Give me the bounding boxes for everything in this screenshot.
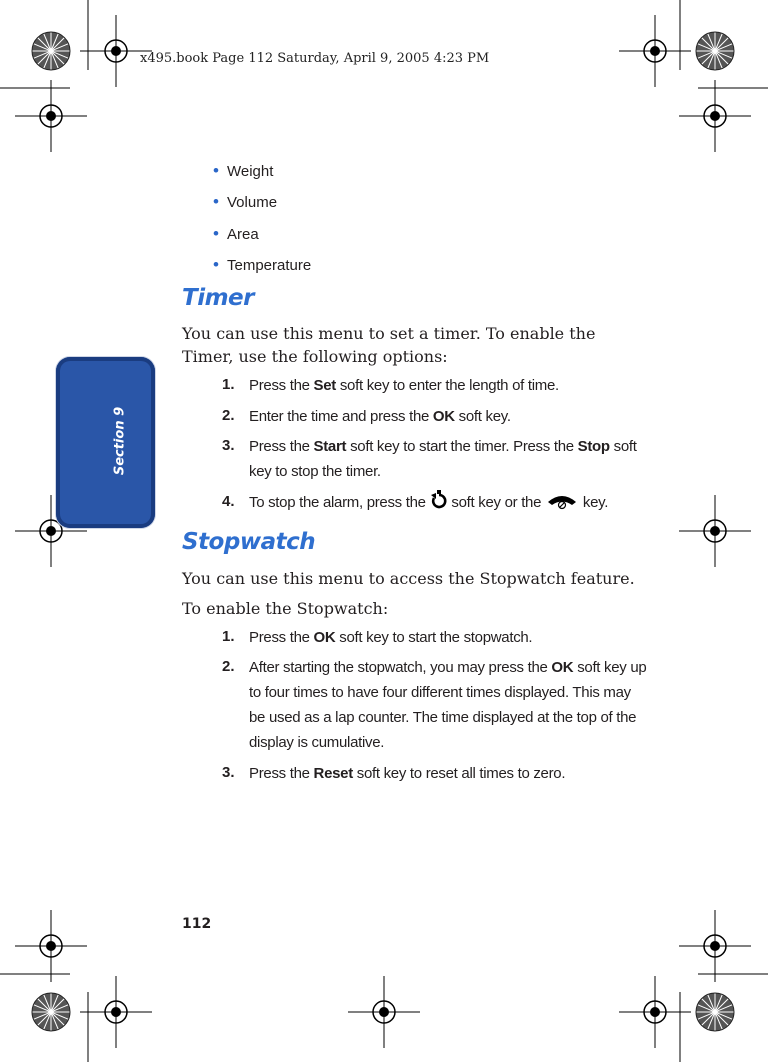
timer-step-1: Press the Set soft key to enter the length of time. — [249, 377, 559, 394]
registration-mark-icon — [679, 80, 751, 152]
color-target-icon — [696, 993, 734, 1031]
registration-mark-icon — [80, 976, 152, 1048]
list-item: • Temperature — [213, 255, 312, 274]
stopwatch-heading: Stopwatch — [182, 529, 316, 555]
stopwatch-enable: To enable the Stopwatch: — [182, 599, 389, 618]
registration-mark-icon — [15, 80, 87, 152]
registration-mark-icon — [679, 495, 751, 567]
list-item: • Volume — [213, 192, 278, 211]
stopwatch-step-3: Press the Reset soft key to reset all times to zero. — [249, 765, 566, 782]
color-target-icon — [696, 32, 734, 70]
color-target-icon — [32, 32, 70, 70]
list-item: • Area — [213, 224, 259, 243]
section-tab — [56, 357, 155, 528]
list-item: • Weight — [213, 161, 274, 180]
stopwatch-step-2: After starting the stopwatch, you may press the OK soft key up to four times to have four different times displayed. This may be used as a lap counter. The time displayed at the top of the display is cumulative. — [249, 659, 647, 751]
step-number: 2. — [222, 407, 235, 424]
print-file-info: x495.book Page 112 Saturday, April 9, 2005 4:23 PM — [140, 51, 490, 66]
step-number: 1. — [222, 376, 235, 393]
timer-step-3: Press the Start soft key to start the timer. Press the Stop soft key to stop the timer. — [249, 438, 637, 480]
registration-mark-icon — [348, 976, 420, 1048]
step-number: 3. — [222, 437, 235, 454]
color-target-icon — [32, 993, 70, 1031]
step-number: 2. — [222, 658, 235, 675]
timer-step-2: Enter the time and press the OK soft key. — [249, 408, 511, 425]
step-number: 3. — [222, 764, 235, 781]
step-number: 1. — [222, 628, 235, 645]
registration-mark-icon — [15, 910, 87, 982]
timer-heading: Timer — [182, 285, 254, 311]
timer-intro: You can use this menu to set a timer. To enable the Timer, use the following options: — [182, 324, 596, 366]
step-number: 4. — [222, 493, 235, 510]
stopwatch-intro: You can use this menu to access the Stopwatch feature. — [182, 569, 635, 588]
page-number: 112 — [182, 916, 212, 932]
timer-step-4: To stop the alarm, press the soft key or the key. — [249, 490, 649, 515]
soft-key-icon — [430, 490, 448, 510]
registration-mark-icon — [679, 910, 751, 982]
section-tab-label: Section 9 — [112, 406, 128, 476]
stopwatch-step-1: Press the OK soft key to start the stopwatch. — [249, 629, 533, 646]
end-key-icon — [545, 492, 579, 510]
